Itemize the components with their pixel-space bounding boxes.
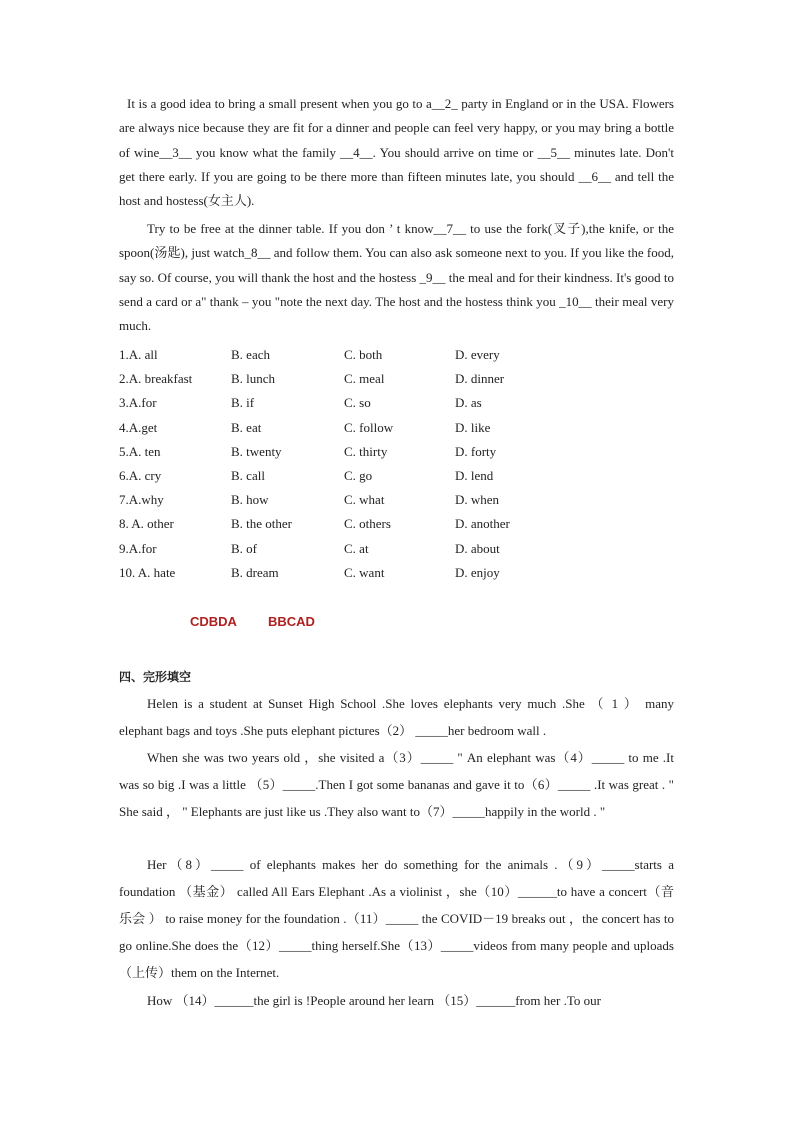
option-c: C. others xyxy=(344,516,391,532)
passage2-paragraph1: Helen is a student at Sunset High School .She loves elephants very much .She （ 1 ） many elephant bags and toys .She puts elephant pictures（2） _____her bedroom wall . xyxy=(119,696,674,738)
option-b: B. each xyxy=(231,347,270,362)
option-d: D. another xyxy=(455,516,510,532)
passage2-paragraph3: Her（8）_____ of elephants makes her do something for the animals .（9）_____starts a foundation （基金） called All Ears Elephant .As a violinist ，she（10）______to have a concert（音乐会 ） to raise money for the foundation .（11）_____ the COVID－19 breaks out ，the concert has to go online.She does the（12）_____thing herself.She（13）_____videos from many people and uploads（上传）them on the Internet. xyxy=(119,857,674,980)
option-d: D. about xyxy=(455,540,500,556)
option-b: B. call xyxy=(231,467,265,483)
option-c: C. go xyxy=(344,467,373,483)
option-b: B. dream xyxy=(231,564,279,580)
passage2-paragraph4: How （14）______the girl is !People around her learn （15）______from her .To our xyxy=(147,993,602,1008)
option-c: C. follow xyxy=(344,419,394,435)
passage2-paragraph2: When she was two years old ，she visited a（3）_____ " An elephant was（4）_____ to me .It was so big .I was a little （5）_____.Then I got some bananas and gave it to（6）_____ .It was great . " She said ， " Elephants are just like us .They also want to（7）_____happily in the world . " xyxy=(119,750,674,819)
option-a: 5.A. ten xyxy=(119,443,161,459)
option-b: B. eat xyxy=(231,419,262,435)
option-c: C. at xyxy=(344,540,369,556)
option-a: 7.A.why xyxy=(119,492,164,508)
option-b: B. the other xyxy=(231,516,293,532)
option-a: 9.A.for xyxy=(119,540,157,556)
answer-key-6-10: BBCAD xyxy=(268,614,315,629)
passage1-paragraph1: It is a good idea to bring a small present when you go to a__2_ party in England or in the USA. Flowers are always nice because they are fit for a dinner and people can feel very happy, or you may bring a bottle of wine__3__ you know what the family __4__. You should arrive on time or __5__ minutes late. Don't get there early. If you are going to be there more than fifteen minutes late, you should __6__ and tell the host and hostess(女主人). xyxy=(119,96,674,209)
option-c: C. want xyxy=(344,564,385,580)
option-d: D. lend xyxy=(455,467,494,483)
option-d: D. enjoy xyxy=(455,564,500,580)
option-d: D. when xyxy=(455,492,500,508)
option-c: C. both xyxy=(344,347,383,362)
option-a: 2.A. breakfast xyxy=(119,371,193,387)
option-b: B. of xyxy=(231,540,257,556)
option-a: 3.A.for xyxy=(119,395,157,411)
option-a: 10. A. hate xyxy=(119,564,176,580)
passage1-paragraph2: Try to be free at the dinner table. If you don ’ t know__7__ to use the fork(叉子),the knife, or the spoon(汤匙), just watch_8__ and follow them. You can also ask someone next to you. If you like the food, say so. Of course, you will thank the host and the hostess _9__ the meal and for their kindness. It's good to send a card or a" thank – you "note the next day. The host and the hostess think you _10__ their meal very much. xyxy=(119,221,674,334)
option-d: D. like xyxy=(455,419,491,435)
option-c: C. what xyxy=(344,492,385,508)
option-b: B. twenty xyxy=(231,443,282,459)
option-a: 6.A. cry xyxy=(119,467,162,483)
answer-key-1-5: CDBDA xyxy=(190,614,237,629)
option-a: 4.A.get xyxy=(119,419,158,435)
option-d: D. every xyxy=(455,347,500,362)
option-b: B. how xyxy=(231,492,269,508)
option-c: C. so xyxy=(344,395,371,411)
option-d: D. forty xyxy=(455,443,497,459)
option-b: B. lunch xyxy=(231,371,276,387)
option-a: 8. A. other xyxy=(119,516,174,532)
section-heading: 四、完形填空 xyxy=(119,670,192,684)
option-c: C. thirty xyxy=(344,443,388,459)
option-d: D. dinner xyxy=(455,371,505,387)
option-c: C. meal xyxy=(344,371,385,387)
option-a: 1.A. all xyxy=(119,347,158,362)
option-b: B. if xyxy=(231,395,255,411)
option-d: D. as xyxy=(455,395,482,411)
